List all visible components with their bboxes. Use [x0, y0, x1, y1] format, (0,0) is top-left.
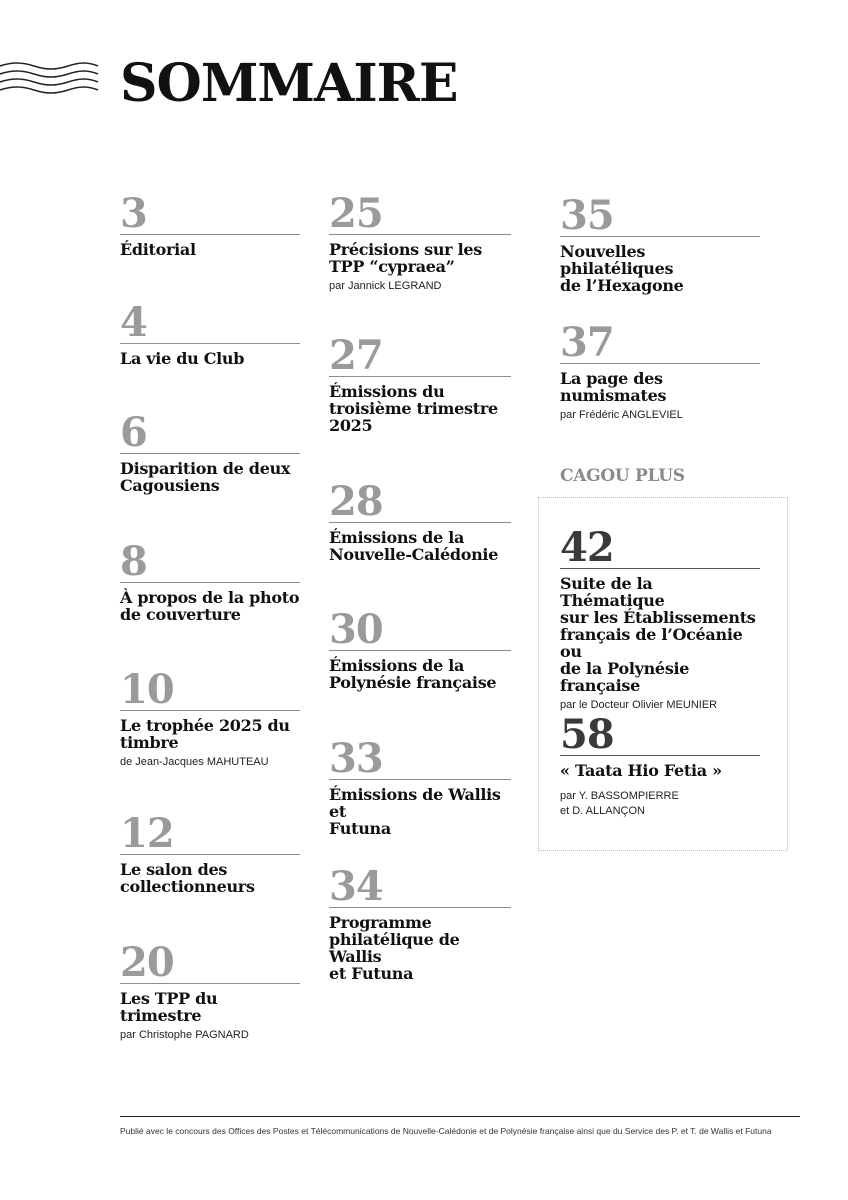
entry-title: La page des numismates [560, 369, 667, 405]
toc-entry[interactable] [120, 538, 300, 624]
entry-title: Émissions de la Nouvelle-Calédonie [329, 528, 499, 564]
toc-entry[interactable] [120, 190, 300, 259]
page-number: 25 [329, 190, 383, 237]
page-number: 8 [120, 538, 147, 585]
page-number: 28 [329, 478, 383, 525]
entry-title: Émissions du troisième trimestre 2025 [329, 382, 498, 435]
page-number: 6 [120, 409, 147, 456]
entry-title: Éditorial [120, 240, 196, 259]
toc-entry[interactable] [329, 606, 511, 692]
cagou-plus-heading: CAGOU PLUS [560, 466, 685, 486]
toc-entry[interactable] [560, 319, 760, 423]
toc-entry[interactable] [120, 299, 300, 368]
toc-entry[interactable] [329, 863, 511, 983]
toc-entry[interactable] [329, 332, 511, 435]
toc-entry[interactable] [120, 666, 300, 770]
toc-entry[interactable] [329, 190, 511, 294]
entry-title: Émissions de la Polynésie française [329, 656, 497, 692]
entry-author: par Frédéric ANGLEVIEL [560, 409, 683, 421]
entry-title: Le salon des collectionneurs [120, 860, 255, 896]
page-number: 3 [120, 190, 147, 237]
entry-author: de Jean-Jacques MAHUTEAU [120, 756, 269, 768]
toc-entry[interactable] [120, 939, 300, 1043]
page-number: 58 [560, 711, 614, 758]
entry-author: par Jannick LEGRAND [329, 280, 442, 292]
page-number: 30 [329, 606, 383, 653]
page-title: SOMMAIRE [120, 53, 458, 114]
page-number: 27 [329, 332, 383, 379]
postmark-waves-icon [0, 62, 100, 102]
page-number: 42 [560, 524, 614, 571]
entry-author: par Y. BASSOMPIERRE et D. ALLANÇON [560, 790, 679, 817]
page-number: 35 [560, 192, 614, 239]
entry-title: À propos de la photo de couverture [120, 588, 300, 624]
toc-entry[interactable] [560, 711, 760, 819]
page-number: 12 [120, 810, 174, 857]
entry-title: Le trophée 2025 du timbre [120, 716, 290, 752]
divider [120, 453, 300, 454]
entry-author: par le Docteur Olivier MEUNIER [560, 699, 718, 711]
page-number: 4 [120, 299, 147, 346]
divider [120, 582, 300, 583]
entry-title: Les TPP du trimestre [120, 989, 218, 1025]
entry-title: Nouvelles philatéliques de l’Hexagone [560, 242, 684, 295]
entry-author: par Christophe PAGNARD [120, 1029, 249, 1041]
entry-title: Précisions sur les TPP “cypraea” [329, 240, 482, 276]
page-number: 33 [329, 735, 383, 782]
toc-entry[interactable] [329, 478, 511, 564]
page-number: 20 [120, 939, 174, 986]
toc-entry[interactable] [120, 409, 300, 495]
footer-divider [120, 1116, 800, 1117]
toc-entry[interactable] [329, 735, 511, 838]
toc-entry[interactable] [560, 192, 760, 295]
page-number: 34 [329, 863, 383, 910]
entry-title: Suite de la Thématique sur les Établissements français de l’Océanie ou de la Polynésie française [560, 574, 756, 695]
entry-title: La vie du Club [120, 349, 245, 368]
entry-title: Disparition de deux Cagousiens [120, 459, 291, 495]
page-number: 37 [560, 319, 614, 366]
page-number: 10 [120, 666, 174, 713]
toc-entry[interactable] [560, 524, 760, 713]
toc-entry[interactable] [120, 810, 300, 896]
divider [120, 234, 300, 235]
entry-title: « Taata Hio Fetia » [560, 761, 722, 780]
entry-title: Émissions de Wallis et Futuna [329, 785, 501, 838]
entry-title: Programme philatélique de Wallis et Futuna [329, 913, 460, 983]
divider [120, 343, 300, 344]
footer-note: Publié avec le concours des Offices des Postes et Télécommunications de Nouvelle-Calédonie et de Polynésie française ainsi que du Service des P. et T. de Wallis et Futuna [120, 1126, 772, 1136]
